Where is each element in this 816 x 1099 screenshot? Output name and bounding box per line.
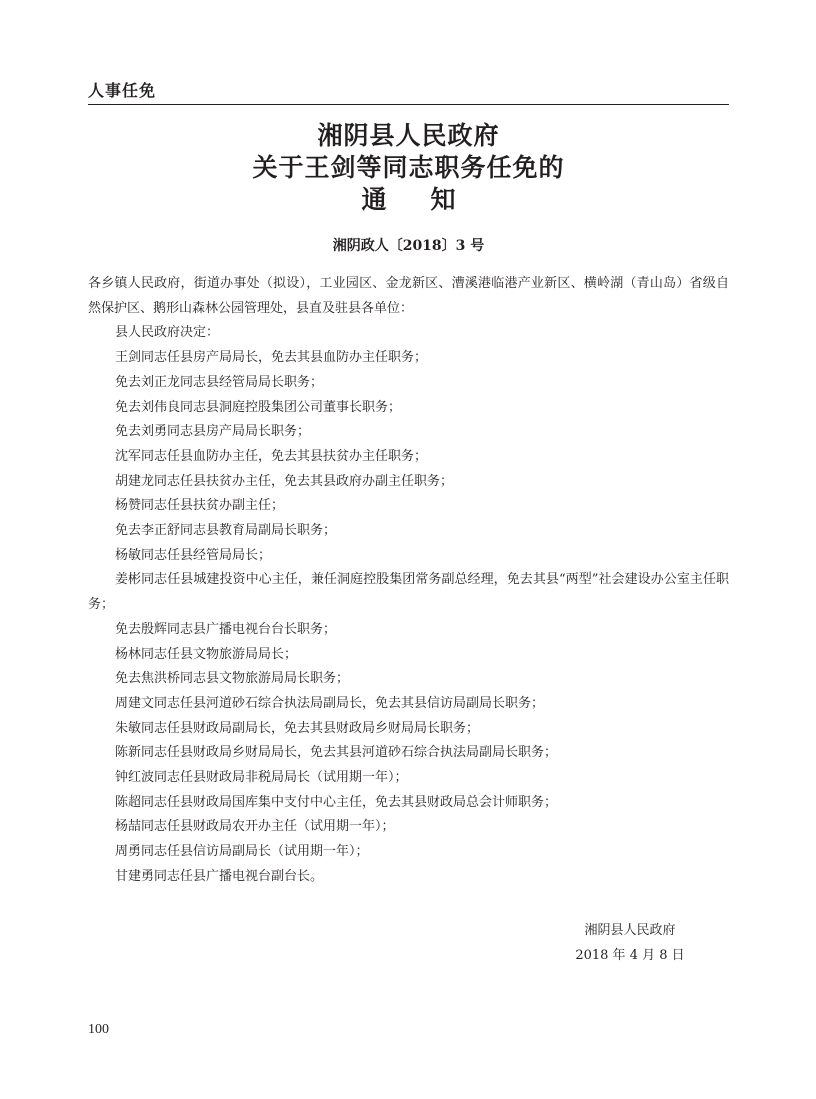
title-char-zhi: 知	[430, 185, 456, 214]
list-item: 免去焦洪桥同志县文物旅游局局长职务；	[115, 671, 350, 687]
list-item: 胡建龙同志任县扶贫办主任，免去其县政府办副主任职务；	[115, 473, 454, 489]
list-item: 甘建勇同志任县广播电视台副台长。	[115, 868, 324, 884]
list-item: 周建文同志任县河道砂石综合执法局副局长，免去其县信访局副局长职务；	[115, 695, 545, 711]
list-item: 姜彬同志任县城建投资中心主任，兼任洞庭控股集团常务副总经理，免去其县“两型”社会建设办公室主任职务；	[88, 572, 729, 613]
document-number: 湘阴政人〔2018〕3 号	[332, 238, 485, 254]
signature-org: 湘阴县人民政府	[584, 923, 676, 938]
title-line-3	[88, 184, 729, 216]
document-title	[88, 120, 729, 216]
addressee-paragraph: 各乡镇人民政府，街道办事处（拟设），工业园区、金龙新区、漕溪港临港产业新区、横岭湖（青山岛）省级自然保护区、鹅形山森林公园管理处，县直及驻县各单位：	[88, 276, 729, 316]
list-item: 杨林同志任县文物旅游局局长；	[115, 646, 298, 662]
list-item: 钟红波同志任县财政局非税局局长（试用期一年）；	[115, 770, 408, 786]
signature-block	[560, 918, 700, 968]
document-body	[88, 272, 729, 890]
list-item: 杨敏同志任县经管局局长；	[115, 547, 272, 563]
header-divider	[88, 104, 729, 105]
list-item: 杨赞同志任县扶贫办副主任；	[115, 498, 285, 514]
list-item: 免去刘伟良同志县洞庭控股集团公司董事长职务；	[115, 399, 402, 415]
page-number: 100	[88, 1022, 109, 1037]
list-item: 陈新同志任县财政局乡财局局长，免去其县河道砂石综合执法局副局长职务；	[115, 745, 558, 761]
signature-date: 2018 年 4 月 8 日	[575, 948, 685, 963]
title-char-tong: 通	[361, 185, 387, 214]
title-line-2: 关于王剑等同志职务任免的	[252, 153, 565, 182]
list-item: 免去李正舒同志县教育局副局长职务；	[115, 523, 337, 539]
list-item: 周勇同志任县信访局副局长（试用期一年）；	[115, 844, 369, 860]
intro-line: 县人民政府决定：	[115, 325, 220, 341]
section-header: 人事任免	[88, 81, 157, 100]
list-item: 朱敏同志任县财政局副局长，免去其县财政局乡财局局长职务；	[115, 720, 480, 736]
list-item: 免去殷辉同志县广播电视台台长职务；	[115, 621, 337, 637]
list-item: 沈军同志任县血防办主任，免去其县扶贫办主任职务；	[115, 448, 428, 464]
list-item: 陈超同志任县财政局国库集中支付中心主任，免去其县财政局总会计师职务；	[115, 794, 558, 810]
list-item: 免去刘正龙同志县经管局局长职务；	[115, 374, 324, 390]
list-item: 免去刘勇同志县房产局局长职务；	[115, 424, 311, 440]
list-item: 王剑同志任县房产局局长，免去其县血防办主任职务；	[115, 350, 428, 366]
title-line-1: 湘阴县人民政府	[317, 121, 500, 150]
list-item: 杨喆同志任县财政局农开办主任（试用期一年）；	[115, 819, 395, 835]
